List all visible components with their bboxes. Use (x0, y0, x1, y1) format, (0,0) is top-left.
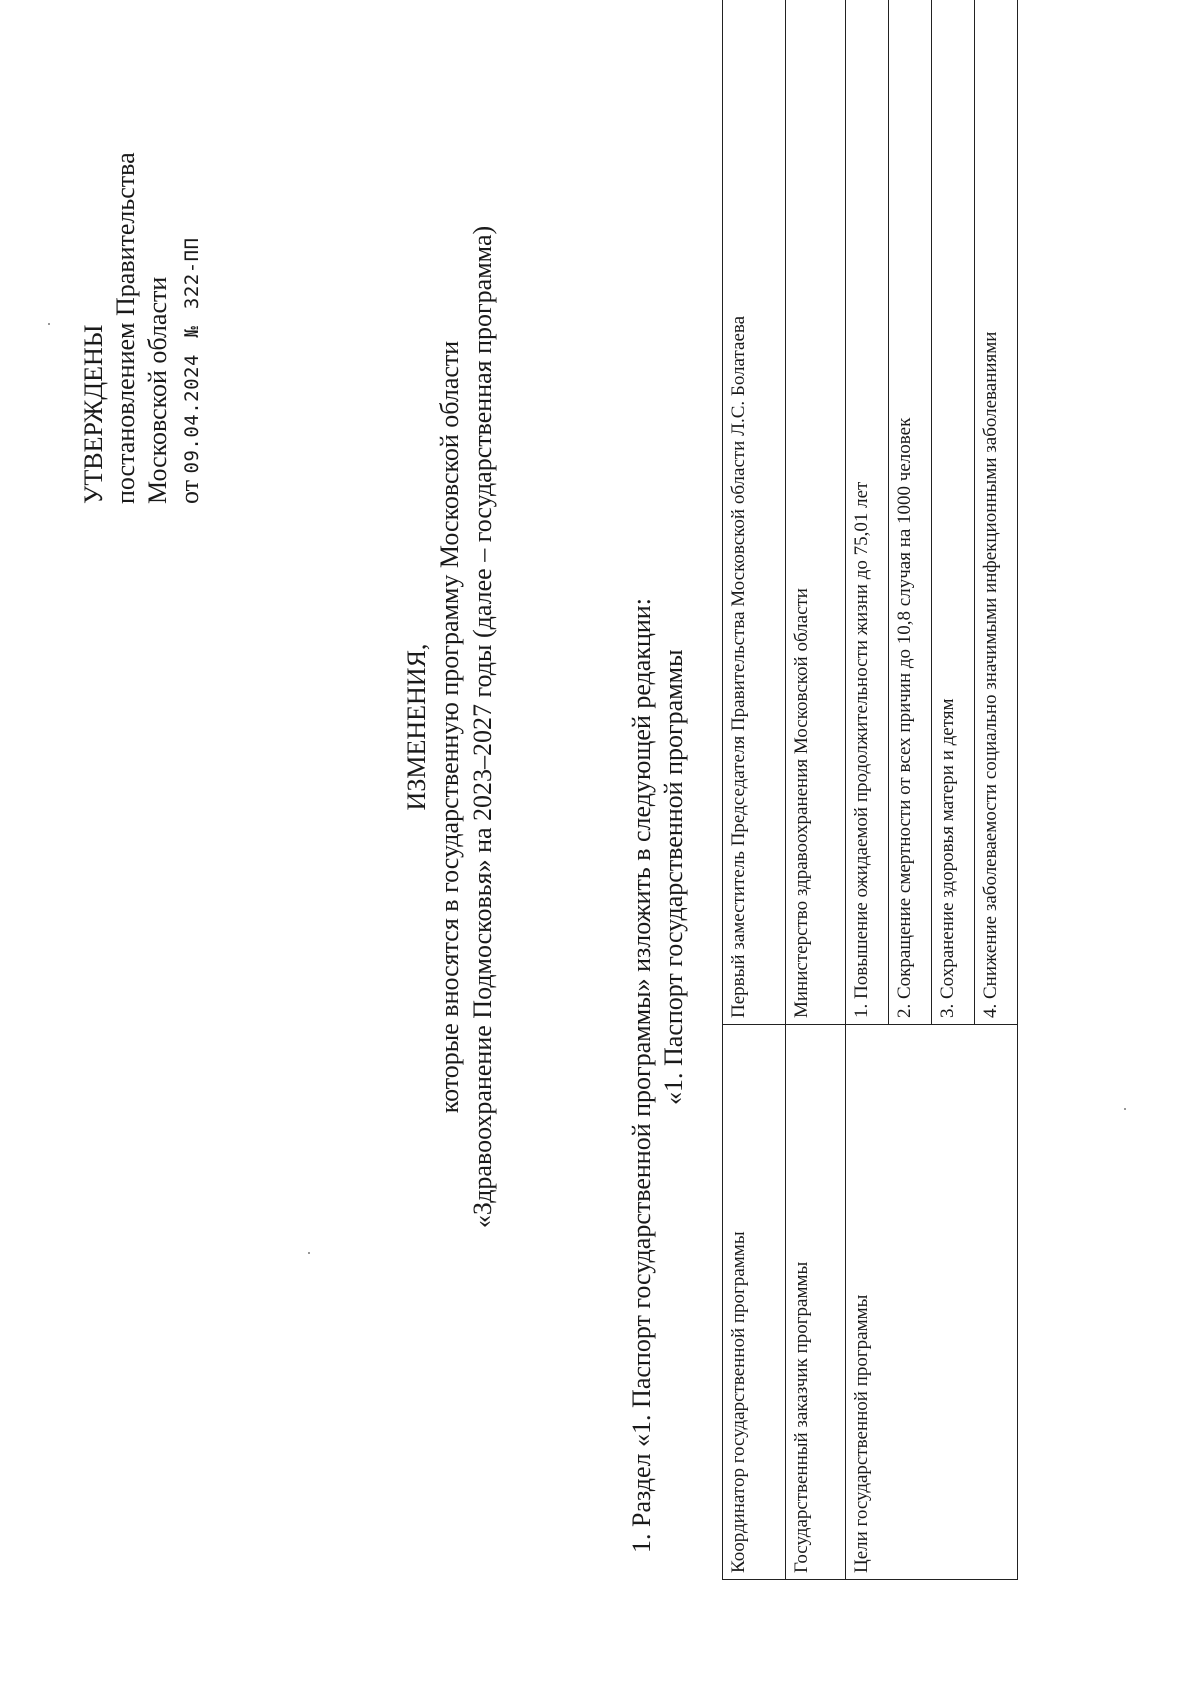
approval-date-line (174, 152, 208, 504)
coordinator-label: Координатор государственной программы (723, 1025, 786, 1580)
approval-line-2: Московской области (143, 276, 172, 504)
customer-label: Государственный заказчик программы (786, 1025, 846, 1580)
section-intro-text: 1. Раздел «1. Паспорт государственной программы» изложить в следующей редакции: (627, 598, 656, 1553)
scan-speck (48, 323, 50, 325)
approval-line-1: постановлением Правительства (111, 152, 140, 504)
table-row-customer (786, 0, 846, 1580)
goal-item-2: 2. Сокращение смертности от всех причин до 10,8 случая на 1000 человек (889, 0, 932, 1025)
approval-title: УТВЕРЖДЕНЫ (79, 324, 108, 504)
table-row-goal-1 (846, 0, 889, 1580)
goal-item-3: 3. Сохранение здоровья матери и детям (932, 0, 975, 1025)
coordinator-value: Первый заместитель Председателя Правительства Московской области Л.С. Болатаева (723, 0, 786, 1025)
program-passport-table (722, 0, 1018, 1580)
scan-speck (308, 1252, 310, 1254)
scan-speck (1124, 1108, 1126, 1110)
table-row-coordinator (723, 0, 786, 1580)
customer-value: Министерство здравоохранения Московской области (786, 0, 846, 1025)
approval-date: 09.04.2024 (181, 354, 203, 474)
approval-date-prefix: от (175, 479, 204, 504)
approval-number-sign: № (181, 325, 203, 338)
document-title-line-2: «Здравоохранение Подмосковья» на 2023–2027 годы (далее – государственная программа) (468, 225, 497, 1229)
goals-label: Цели государственной программы (846, 1025, 1018, 1580)
document-title-block (400, 0, 499, 1697)
passport-subheading: «1. Паспорт государственной программы (659, 649, 688, 1105)
goal-item-1: 1. Повышение ожидаемой продолжительности жизни до 75,01 лет (846, 0, 889, 1025)
approval-number: 322-ПП (181, 237, 203, 310)
goal-item-4: 4. Снижение заболеваемости социально значимыми инфекционными заболеваниями (975, 0, 1018, 1025)
document-heading: ИЗМЕНЕНИЯ, (402, 643, 431, 811)
document-title-line-1: которые вносятся в государственную программу Московской области (435, 340, 464, 1114)
section-intro-block (626, 598, 690, 1553)
approval-stamp-block (78, 152, 208, 504)
